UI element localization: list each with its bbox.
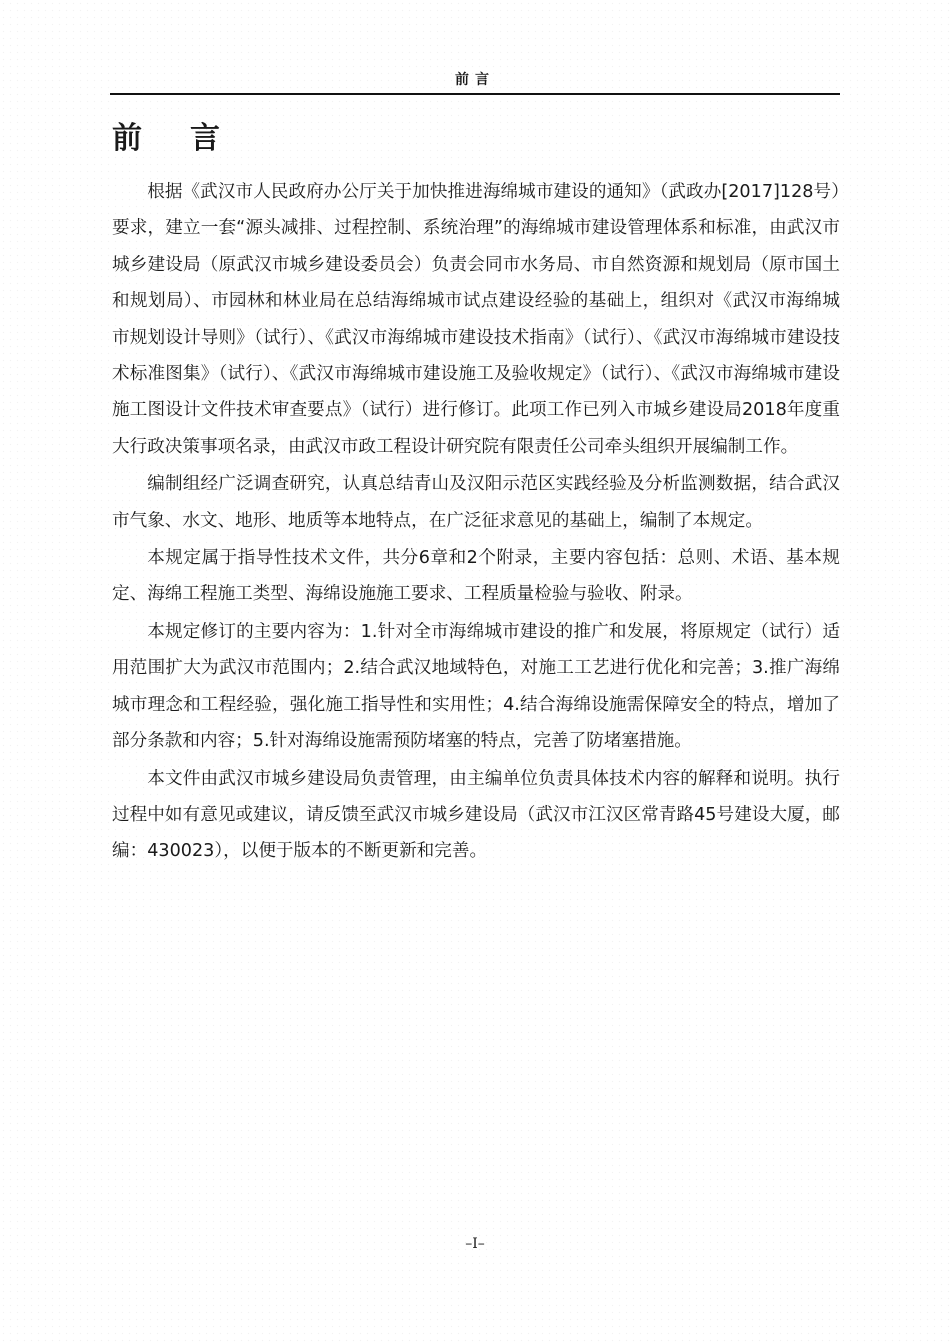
paragraph: 本文件由武汉市城乡建设局负责管理，由主编单位负责具体技术内容的解释和说明。执行过程中如有意见或建议，请反馈至武汉市城乡建设局（武汉市江汉区常青路45号建设大厦，邮编：430023），以便于版本的不断更新和完善。 xyxy=(112,768,840,862)
header-rule xyxy=(110,93,840,95)
running-header: 前言 xyxy=(455,72,495,88)
section-title-part1: 前 xyxy=(112,121,142,156)
paragraph: 本规定属于指导性技术文件，共分6章和2个附录，主要内容包括：总则、术语、基本规定、海绵工程施工类型、海绵设施施工要求、工程质量检验与验收、附录。 xyxy=(112,548,840,605)
section-title xyxy=(112,117,220,161)
paragraph: 根据《武汉市人民政府办公厅关于加快推进海绵城市建设的通知》（武政办[2017]128号）要求，建立一套“源头减排、过程控制、系统治理”的海绵城市建设管理体系和标准，由武汉市城乡建设局（原武汉市城乡建设委员会）负责会同市水务局、市自然资源和规划局（原市国土和规划局）、市园林和林业局在总结海绵城市试点建设经验的基础上，组织对《武汉市海绵城市规划设计导则》（试行）、《武汉市海绵城市建设技术指南》（试行）、《武汉市海绵城市建设技术标准图集》（试行）、《武汉市海绵城市建设施工及验收规定》（试行）、《武汉市海绵城市建设施工图设计文件技术审查要点》（试行）进行修订。此项工作已列入市城乡建设局2018年度重大行政决策事项名录，由武汉市政工程设计研究院有限责任公司牵头组织开展编制工作。 xyxy=(112,182,840,457)
section-title-part2: 言 xyxy=(190,121,220,156)
body-text xyxy=(112,174,840,871)
page-number: –I– xyxy=(465,1236,485,1252)
paragraph: 编制组经广泛调查研究，认真总结青山及汉阳示范区实践经验及分析监测数据，结合武汉市气象、水文、地形、地质等本地特点，在广泛征求意见的基础上，编制了本规定。 xyxy=(112,474,840,531)
paragraph: 本规定修订的主要内容为：1.针对全市海绵城市建设的推广和发展，将原规定（试行）适用范围扩大为武汉市范围内；2.结合武汉地域特色，对施工工艺进行优化和完善；3.推广海绵城市理念和工程经验，强化施工指导性和实用性；4.结合海绵设施需保障安全的特点，增加了部分条款和内容；5.针对海绵设施需预防堵塞的特点，完善了防堵塞措施。 xyxy=(112,621,840,752)
